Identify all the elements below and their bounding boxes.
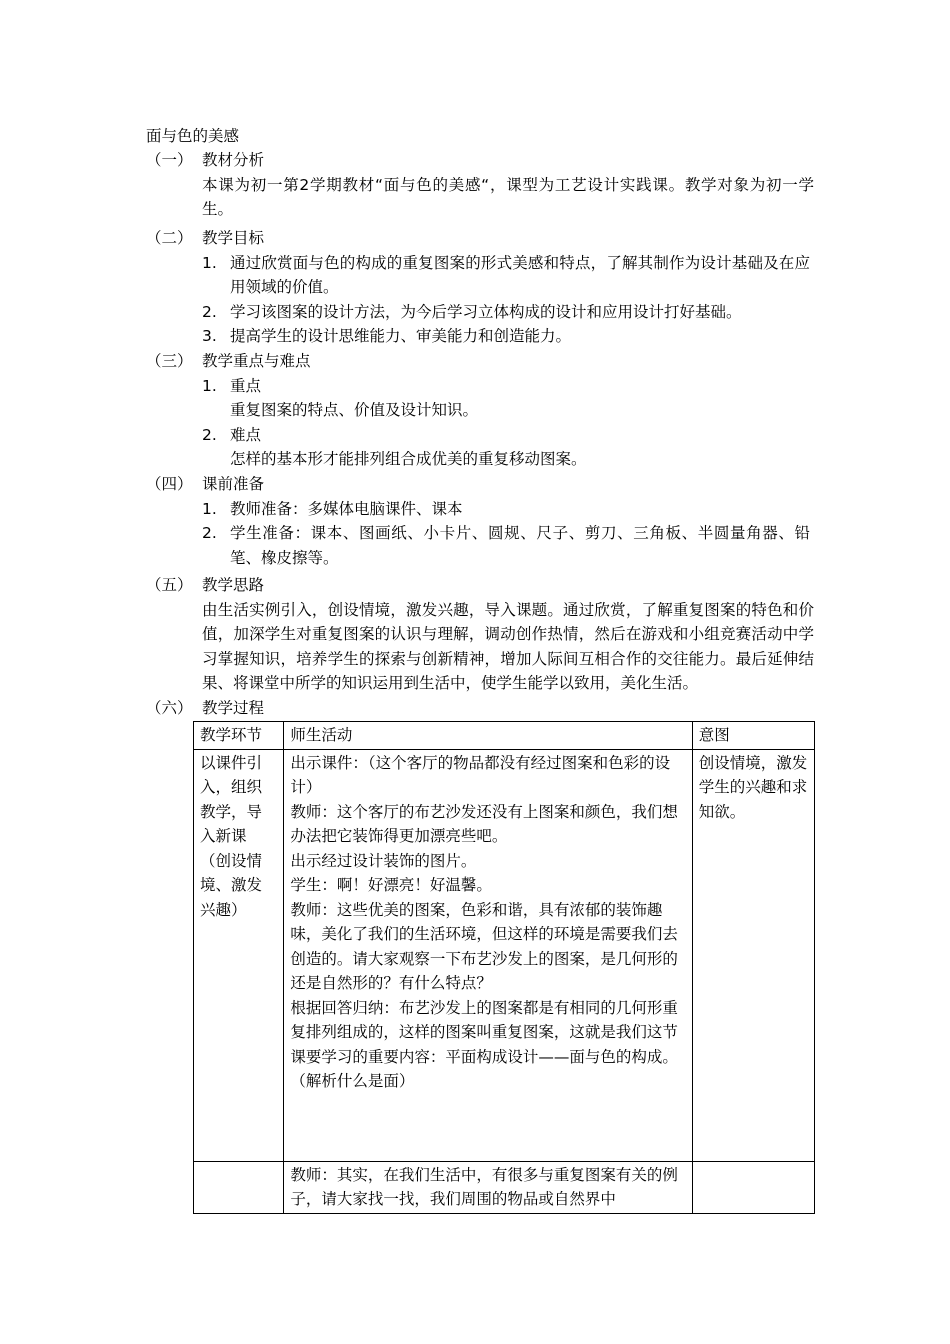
table-header-row [194, 722, 815, 750]
document-title: 面与色的美感 [146, 127, 240, 145]
section-number: （一） [146, 151, 193, 169]
section-heading: 教学思路 [202, 576, 265, 594]
section-teaching-approach [146, 573, 826, 698]
header-activities: 师生活动 [284, 722, 692, 750]
list-number: 1. [202, 376, 217, 395]
activities-cell [284, 1161, 692, 1213]
header-intent: 意图 [692, 722, 814, 750]
section-paragraph: 本课为初一第2学期教材“面与色的美感“，课型为工艺设计实践课。教学对象为初一学生。 [202, 175, 814, 218]
section-teaching-goals [146, 226, 826, 351]
list-number: 3. [202, 327, 217, 345]
list-number: 2. [202, 425, 217, 444]
list-text: 提高学生的设计思维能力、审美能力和创造能力。 [230, 327, 572, 345]
list-item [202, 374, 814, 423]
activity-line: 出示课件：（这个客厅的物品都没有经过图案和色彩的设计） [290, 753, 671, 796]
list-text: 教师准备：多媒体电脑课件、课本 [230, 499, 463, 518]
section-teaching-process [146, 696, 826, 721]
header-stage: 教学环节 [194, 722, 284, 750]
section-preparation [146, 472, 826, 572]
activity-line: 教师：这些优美的图案，色彩和谐，具有浓郁的装饰趣味，美化了我们的生活环境，但这样的环境是需要我们去创造的。请大家观察一下布艺沙发上的图案，是几何形的还是自然形的？有什么特点？ [290, 900, 678, 992]
table-row [194, 749, 815, 1161]
list-text: 重点 [230, 376, 262, 395]
section-heading: 教学过程 [202, 699, 265, 717]
activity-line: 根据回答归纳：布艺沙发上的图案都是有相同的几何形重复排列组成的，这样的图案叫重复图案，这就是我们这节课要学习的重要内容：平面构成设计——面与色的构成。（解析什么是面） [290, 998, 678, 1090]
section-number: （四） [146, 475, 193, 493]
section-heading: 课前准备 [202, 475, 265, 493]
list-number: 1. [202, 499, 217, 518]
process-table [193, 721, 815, 1214]
section-heading: 教学目标 [202, 229, 265, 247]
list-text: 通过欣赏面与色的构成的重复图案的形式美感和特点，了解其制作为设计基础及在应用领域的价值。 [230, 253, 810, 296]
activity-line: 学生：啊！好漂亮！好温馨。 [290, 876, 492, 894]
activities-cell [284, 749, 692, 1161]
list-text: 学习该图案的设计方法，为今后学习立体构成的设计和应用设计打好基础。 [230, 302, 742, 321]
list-subtext: 重复图案的特点、价值及设计知识。 [230, 401, 479, 419]
section-number: （六） [146, 699, 193, 717]
stage-cell: 以课件引入，组织教学，导入新课（创设情境、激发兴趣） [194, 749, 284, 1161]
activity-line: 教师：其实，在我们生活中，有很多与重复图案有关的例子，请大家找一找，我们周围的物品或自然界中 [290, 1165, 678, 1208]
table-row [194, 1161, 815, 1213]
section-materials-analysis [146, 148, 826, 228]
section-key-points [146, 349, 826, 474]
list-number: 1. [202, 253, 217, 272]
section-number: （三） [146, 352, 193, 370]
stage-cell [194, 1161, 284, 1213]
activity-line: 教师：这个客厅的布艺沙发还没有上图案和颜色，我们想办法把它装饰得更加漂亮些吧。 [290, 802, 678, 845]
intent-cell [692, 1161, 814, 1213]
section-number: （五） [146, 576, 193, 594]
list-text: 学生准备：课本、图画纸、小卡片、圆规、尺子、剪刀、三角板、半圆量角器、铅笔、橡皮擦等。 [230, 524, 810, 567]
intent-cell: 创设情境，激发学生的兴趣和求知欲。 [692, 749, 814, 1161]
section-number: （二） [146, 229, 193, 247]
list-number: 2. [202, 302, 217, 321]
list-item [202, 423, 814, 472]
list-text: 难点 [230, 425, 262, 444]
section-heading: 教学重点与难点 [202, 352, 311, 370]
section-heading: 教材分析 [202, 151, 265, 169]
section-paragraph: 由生活实例引入，创设情境，激发兴趣，导入课题。通过欣赏，了解重复图案的特色和价值，加深学生对重复图案的认识与理解，调动创作热情，然后在游戏和小组竞赛活动中学习掌握知识，培养学生的探索与创新精神，增加人际间互相合作的交往能力。最后延伸结果、将课堂中所学的知识运用到生活中，使学生能学以致用，美化生活。 [202, 600, 814, 692]
list-number: 2. [202, 524, 217, 542]
activity-line: 出示经过设计装饰的图片。 [290, 851, 477, 870]
list-subtext: 怎样的基本形才能排列组合成优美的重复移动图案。 [230, 450, 587, 468]
